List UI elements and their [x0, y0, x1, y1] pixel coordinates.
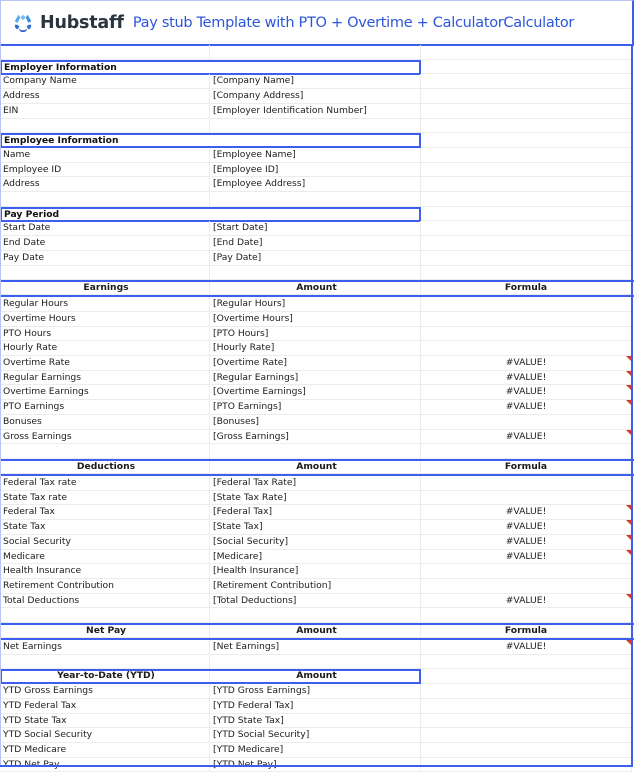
cell[interactable] — [0, 444, 210, 459]
formula-error: #VALUE! — [505, 386, 547, 398]
net-pay-header-row — [0, 623, 634, 640]
cell[interactable] — [421, 192, 632, 207]
formula-error: #VALUE! — [505, 521, 547, 533]
ytd-header-box — [0, 669, 421, 684]
table-row — [0, 312, 634, 327]
table-row — [0, 520, 634, 535]
cell[interactable] — [210, 655, 421, 670]
value-cell[interactable]: [YTD Medicare] — [210, 743, 421, 758]
ytd-column-header[interactable]: Year-to-Date (YTD) — [0, 669, 210, 684]
table-row — [0, 684, 634, 699]
value-cell[interactable]: [Bonuses] — [210, 415, 421, 430]
grid-left-border — [0, 45, 1, 766]
cell[interactable] — [421, 89, 632, 104]
empty-row — [0, 266, 634, 281]
label-cell[interactable]: Federal Tax rate — [0, 476, 210, 491]
label-cell[interactable]: PTO Hours — [0, 327, 210, 342]
formula-cell[interactable] — [421, 505, 632, 520]
value-cell[interactable]: [Regular Hours] — [210, 297, 421, 312]
table-row — [0, 221, 634, 236]
value-cell[interactable]: [YTD Federal Tax] — [210, 699, 421, 714]
label-cell[interactable]: State Tax — [0, 520, 210, 535]
label-cell[interactable]: Overtime Rate — [0, 356, 210, 371]
cell[interactable] — [421, 163, 632, 178]
cell[interactable] — [421, 699, 632, 714]
amount-column-header[interactable]: Amount — [210, 669, 421, 684]
table-row — [0, 491, 634, 506]
label-cell[interactable]: EIN — [0, 104, 210, 119]
amount-column-header[interactable]: Amount — [210, 625, 421, 638]
cell[interactable] — [210, 192, 421, 207]
cell[interactable] — [210, 444, 421, 459]
formula-error: #VALUE! — [505, 430, 547, 442]
value-cell[interactable]: [Gross Earnings] — [210, 430, 421, 445]
formula-cell[interactable] — [421, 327, 632, 342]
brand-name: Hubstaff — [40, 12, 124, 33]
formula-cell[interactable] — [421, 415, 632, 430]
label-cell[interactable]: Name — [0, 148, 210, 163]
formula-column-header[interactable]: Formula — [421, 282, 632, 295]
label-cell[interactable]: Gross Earnings — [0, 430, 210, 445]
formula-error: #VALUE! — [505, 357, 547, 369]
label-cell[interactable]: Total Deductions — [0, 594, 210, 609]
table-row — [0, 74, 634, 89]
cell[interactable] — [210, 119, 421, 134]
value-cell[interactable]: [End Date] — [210, 236, 421, 251]
cell[interactable] — [421, 221, 632, 236]
value-cell[interactable]: [Federal Tax] — [210, 505, 421, 520]
employer-section-header-row — [0, 60, 634, 75]
label-cell[interactable]: Regular Hours — [0, 297, 210, 312]
formula-error: #VALUE! — [505, 535, 547, 547]
employee-section-header-row — [0, 133, 634, 148]
cell[interactable] — [421, 743, 632, 758]
formula-cell[interactable] — [421, 341, 632, 356]
value-cell[interactable]: [Net Earnings] — [210, 640, 421, 655]
cell[interactable] — [0, 266, 210, 281]
table-row — [0, 699, 634, 714]
deductions-header-row — [0, 459, 634, 476]
label-cell[interactable]: Overtime Hours — [0, 312, 210, 327]
cell[interactable] — [421, 236, 632, 251]
formula-cell[interactable] — [421, 550, 632, 565]
earnings-header-row — [0, 280, 634, 297]
value-cell[interactable]: [Hourly Rate] — [210, 341, 421, 356]
formula-cell[interactable] — [421, 371, 632, 386]
amount-column-header[interactable]: Amount — [210, 461, 421, 474]
value-cell[interactable]: [Retirement Contribution] — [210, 579, 421, 594]
value-cell[interactable]: [Employee ID] — [210, 163, 421, 178]
cell[interactable] — [421, 684, 632, 699]
table-row — [0, 297, 634, 312]
formula-cell[interactable] — [421, 594, 632, 609]
cell[interactable] — [210, 45, 421, 60]
table-row — [0, 430, 634, 445]
cell[interactable] — [421, 251, 632, 266]
cell[interactable] — [421, 207, 632, 222]
label-cell[interactable]: Pay Date — [0, 251, 210, 266]
value-cell[interactable]: [Total Deductions] — [210, 594, 421, 609]
table-row — [0, 743, 634, 758]
grid-right-border — [631, 45, 633, 766]
ytd-header-row — [0, 669, 634, 684]
deductions-column-header[interactable]: Deductions — [0, 461, 210, 474]
cell[interactable] — [421, 74, 632, 89]
grid-bottom-border — [0, 765, 633, 767]
pay-period-section-header-row — [0, 207, 634, 222]
employer-section-header[interactable] — [0, 60, 421, 75]
label-cell[interactable]: Net Earnings — [0, 640, 210, 655]
formula-cell[interactable] — [421, 491, 632, 506]
table-row — [0, 550, 634, 565]
section-title: Employer Information — [4, 61, 117, 73]
label-cell[interactable]: Retirement Contribution — [0, 579, 210, 594]
value-cell[interactable]: [Regular Earnings] — [210, 371, 421, 386]
value-cell[interactable]: [PTO Hours] — [210, 327, 421, 342]
formula-error: #VALUE! — [505, 401, 547, 413]
formula-cell[interactable] — [421, 385, 632, 400]
label-cell[interactable]: PTO Earnings — [0, 400, 210, 415]
value-cell[interactable]: [Overtime Rate] — [210, 356, 421, 371]
cell[interactable] — [421, 714, 632, 729]
cell[interactable] — [210, 266, 421, 281]
label-cell[interactable]: Address — [0, 177, 210, 192]
formula-error: #VALUE! — [505, 594, 547, 606]
value-cell[interactable]: [Pay Date] — [210, 251, 421, 266]
table-row — [0, 177, 634, 192]
pay-period-section-header[interactable] — [0, 207, 421, 222]
label-cell[interactable]: YTD State Tax — [0, 714, 210, 729]
table-row — [0, 579, 634, 594]
cell[interactable] — [421, 104, 632, 119]
table-row — [0, 714, 634, 729]
cell[interactable] — [421, 60, 632, 75]
formula-cell[interactable] — [421, 476, 632, 491]
formula-cell[interactable] — [421, 564, 632, 579]
label-cell[interactable]: Employee ID — [0, 163, 210, 178]
cell[interactable] — [0, 608, 210, 623]
label-cell[interactable]: Social Security — [0, 535, 210, 550]
value-cell[interactable]: [Health Insurance] — [210, 564, 421, 579]
value-cell[interactable]: [Start Date] — [210, 221, 421, 236]
cell[interactable] — [421, 45, 632, 60]
value-cell[interactable]: [PTO Earnings] — [210, 400, 421, 415]
formula-error: #VALUE! — [505, 506, 547, 518]
label-cell[interactable]: End Date — [0, 236, 210, 251]
table-row — [0, 385, 634, 400]
label-cell[interactable]: Hourly Rate — [0, 341, 210, 356]
table-row — [0, 148, 634, 163]
cell[interactable] — [421, 608, 632, 623]
table-row — [0, 104, 634, 119]
label-cell[interactable]: Address — [0, 89, 210, 104]
label-cell[interactable]: YTD Federal Tax — [0, 699, 210, 714]
value-cell[interactable]: [YTD Gross Earnings] — [210, 684, 421, 699]
net-pay-column-header[interactable]: Net Pay — [0, 625, 210, 638]
label-cell[interactable]: State Tax rate — [0, 491, 210, 506]
cell[interactable] — [421, 177, 632, 192]
cell[interactable] — [421, 133, 632, 148]
table-row — [0, 505, 634, 520]
empty-row — [0, 119, 634, 134]
value-cell[interactable]: [Employer Identification Number] — [210, 104, 421, 119]
value-cell[interactable]: [YTD State Tax] — [210, 714, 421, 729]
table-row — [0, 236, 634, 251]
cell[interactable] — [210, 608, 421, 623]
cell[interactable] — [421, 148, 632, 163]
empty-row — [0, 444, 634, 459]
table-row — [0, 341, 634, 356]
formula-error: #VALUE! — [505, 550, 547, 562]
cell[interactable] — [0, 119, 210, 134]
formula-error: #VALUE! — [505, 641, 547, 653]
formula-column-header[interactable]: Formula — [421, 625, 632, 638]
document-title: Pay stub Template with PTO + Overtime + CalculatorCalculator — [132, 14, 575, 31]
amount-column-header[interactable]: Amount — [210, 282, 421, 295]
cell[interactable] — [0, 655, 210, 670]
section-title: Pay Period — [4, 208, 60, 220]
earnings-column-header[interactable]: Earnings — [0, 282, 210, 295]
value-cell[interactable]: [State Tax Rate] — [210, 491, 421, 506]
cell[interactable] — [0, 45, 210, 60]
table-row — [0, 535, 634, 550]
table-row — [0, 594, 634, 609]
formula-cell[interactable] — [421, 640, 632, 655]
formula-cell[interactable] — [421, 520, 632, 535]
table-row — [0, 400, 634, 415]
formula-cell[interactable] — [421, 535, 632, 550]
cell[interactable] — [421, 669, 632, 684]
table-row — [0, 640, 634, 655]
hubstaff-logo — [12, 12, 124, 34]
label-cell[interactable]: Company Name — [0, 74, 210, 89]
value-cell[interactable]: [Medicare] — [210, 550, 421, 565]
label-cell[interactable]: YTD Gross Earnings — [0, 684, 210, 699]
value-cell[interactable]: [Company Address] — [210, 89, 421, 104]
label-cell[interactable]: Medicare — [0, 550, 210, 565]
cell[interactable] — [0, 192, 210, 207]
formula-cell[interactable] — [421, 297, 632, 312]
value-cell[interactable]: [Federal Tax Rate] — [210, 476, 421, 491]
empty-row — [0, 45, 634, 60]
value-cell[interactable]: [Employee Name] — [210, 148, 421, 163]
label-cell[interactable]: Start Date — [0, 221, 210, 236]
cell[interactable] — [421, 655, 632, 670]
label-cell[interactable]: Federal Tax — [0, 505, 210, 520]
label-cell[interactable]: YTD Medicare — [0, 743, 210, 758]
spreadsheet-grid — [0, 45, 634, 772]
cell[interactable] — [421, 119, 632, 134]
value-cell[interactable]: [Employee Address] — [210, 177, 421, 192]
cell[interactable] — [421, 444, 632, 459]
label-cell[interactable]: Regular Earnings — [0, 371, 210, 386]
value-cell[interactable]: [State Tax] — [210, 520, 421, 535]
table-row — [0, 356, 634, 371]
formula-column-header[interactable]: Formula — [421, 461, 632, 474]
table-row — [0, 89, 634, 104]
label-cell[interactable]: Bonuses — [0, 415, 210, 430]
label-cell[interactable]: YTD Social Security — [0, 728, 210, 743]
employee-section-header[interactable] — [0, 133, 421, 148]
formula-cell[interactable] — [421, 430, 632, 445]
empty-row — [0, 655, 634, 670]
table-row — [0, 728, 634, 743]
formula-cell[interactable] — [421, 312, 632, 327]
table-row — [0, 371, 634, 386]
cell[interactable] — [421, 728, 632, 743]
table-row — [0, 251, 634, 266]
table-row — [0, 163, 634, 178]
empty-row — [0, 608, 634, 623]
table-row — [0, 564, 634, 579]
value-cell[interactable]: [YTD Social Security] — [210, 728, 421, 743]
value-cell[interactable]: [Company Name] — [210, 74, 421, 89]
hubstaff-logo-icon — [12, 12, 34, 34]
formula-error: #VALUE! — [505, 371, 547, 383]
formula-cell[interactable] — [421, 356, 632, 371]
title-bar — [0, 0, 634, 46]
value-cell[interactable]: [Social Security] — [210, 535, 421, 550]
label-cell[interactable]: Health Insurance — [0, 564, 210, 579]
empty-row — [0, 192, 634, 207]
value-cell[interactable]: [Overtime Hours] — [210, 312, 421, 327]
section-title: Employee Information — [4, 135, 119, 147]
table-row — [0, 476, 634, 491]
table-row — [0, 327, 634, 342]
table-row — [0, 415, 634, 430]
label-cell[interactable]: Overtime Earnings — [0, 385, 210, 400]
formula-cell[interactable] — [421, 579, 632, 594]
value-cell[interactable]: [Overtime Earnings] — [210, 385, 421, 400]
cell[interactable] — [421, 266, 632, 281]
formula-cell[interactable] — [421, 400, 632, 415]
